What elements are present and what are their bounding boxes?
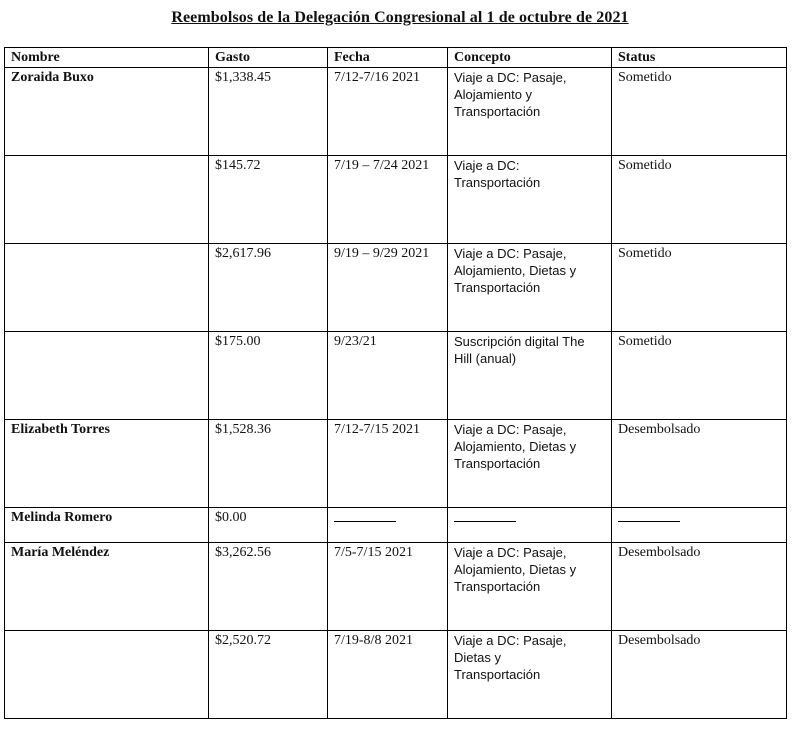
- cell-gasto: $3,262.56: [209, 543, 328, 631]
- cell-nombre: [5, 156, 209, 244]
- cell-gasto: $175.00: [209, 332, 328, 420]
- cell-fecha: [328, 508, 448, 543]
- cell-concepto: [448, 68, 612, 156]
- concepto-line: Transportación: [454, 280, 541, 295]
- concepto-line: Transportación: [454, 667, 541, 682]
- cell-concepto: [448, 631, 612, 719]
- cell-fecha: 7/12-7/16 2021: [328, 68, 448, 156]
- cell-status: [612, 508, 787, 543]
- cell-gasto: $1,528.36: [209, 420, 328, 508]
- cell-status: Sometido: [612, 332, 787, 420]
- blank-line: [454, 509, 516, 522]
- concepto-line: Viaje a DC: Pasaje,: [454, 246, 567, 261]
- table-row: [5, 68, 787, 156]
- header-fecha: Fecha: [328, 48, 448, 68]
- cell-fecha: 9/23/21: [328, 332, 448, 420]
- cell-status: Sometido: [612, 156, 787, 244]
- cell-status: Desembolsado: [612, 543, 787, 631]
- cell-concepto: [448, 420, 612, 508]
- concepto-line: Alojamiento, Dietas y: [454, 439, 577, 454]
- cell-concepto: [448, 244, 612, 332]
- cell-fecha: 7/19 – 7/24 2021: [328, 156, 448, 244]
- page-title: Reembolsos de la Delegación Congresional al 1 de octubre de 2021: [171, 9, 629, 26]
- cell-gasto: $2,617.96: [209, 244, 328, 332]
- concepto-line: Viaje a DC: Pasaje,: [454, 422, 567, 437]
- concepto-line: Transportación: [454, 104, 541, 119]
- cell-gasto: $1,338.45: [209, 68, 328, 156]
- cell-gasto: $145.72: [209, 156, 328, 244]
- cell-status: Sometido: [612, 68, 787, 156]
- cell-status: Desembolsado: [612, 631, 787, 719]
- cell-concepto: [448, 508, 612, 543]
- concepto-line: Transportación: [454, 579, 541, 594]
- cell-nombre: Zoraida Buxo: [5, 68, 209, 156]
- concepto-line: Alojamiento, Dietas y: [454, 562, 577, 577]
- cell-gasto: $2,520.72: [209, 631, 328, 719]
- reimbursements-table: [4, 47, 787, 719]
- table-row: [5, 508, 787, 543]
- cell-nombre: María Meléndez: [5, 543, 209, 631]
- concepto-line: Viaje a DC:: [454, 158, 520, 173]
- concepto-line: Alojamiento, Dietas y: [454, 263, 577, 278]
- concepto-line: Transportación: [454, 456, 541, 471]
- blank-line: [618, 509, 680, 522]
- header-row: [5, 48, 787, 68]
- cell-nombre: Elizabeth Torres: [5, 420, 209, 508]
- header-status: Status: [612, 48, 787, 68]
- cell-gasto: $0.00: [209, 508, 328, 543]
- table-row: [5, 420, 787, 508]
- concepto-line: Suscripción digital The: [454, 334, 585, 349]
- concepto-line: Dietas y: [454, 650, 501, 665]
- cell-concepto: [448, 332, 612, 420]
- table-row: [5, 156, 787, 244]
- concepto-line: Hill (anual): [454, 351, 517, 366]
- header-concepto: Concepto: [448, 48, 612, 68]
- cell-fecha: 7/5-7/15 2021: [328, 543, 448, 631]
- cell-nombre: [5, 631, 209, 719]
- cell-fecha: 9/19 – 9/29 2021: [328, 244, 448, 332]
- concepto-line: Alojamiento y: [454, 87, 533, 102]
- cell-nombre: [5, 244, 209, 332]
- cell-concepto: [448, 543, 612, 631]
- concepto-line: Viaje a DC: Pasaje,: [454, 633, 567, 648]
- blank-line: [334, 509, 396, 522]
- concepto-line: Viaje a DC: Pasaje,: [454, 70, 567, 85]
- cell-concepto: [448, 156, 612, 244]
- header-gasto: Gasto: [209, 48, 328, 68]
- cell-fecha: 7/19-8/8 2021: [328, 631, 448, 719]
- concepto-line: Viaje a DC: Pasaje,: [454, 545, 567, 560]
- table-row: [5, 631, 787, 719]
- table-row: [5, 244, 787, 332]
- cell-fecha: 7/12-7/15 2021: [328, 420, 448, 508]
- header-nombre: Nombre: [5, 48, 209, 68]
- table-row: [5, 543, 787, 631]
- table-row: [5, 332, 787, 420]
- cell-status: Sometido: [612, 244, 787, 332]
- concepto-line: Transportación: [454, 175, 541, 190]
- cell-status: Desembolsado: [612, 420, 787, 508]
- cell-nombre: [5, 332, 209, 420]
- cell-nombre: Melinda Romero: [5, 508, 209, 543]
